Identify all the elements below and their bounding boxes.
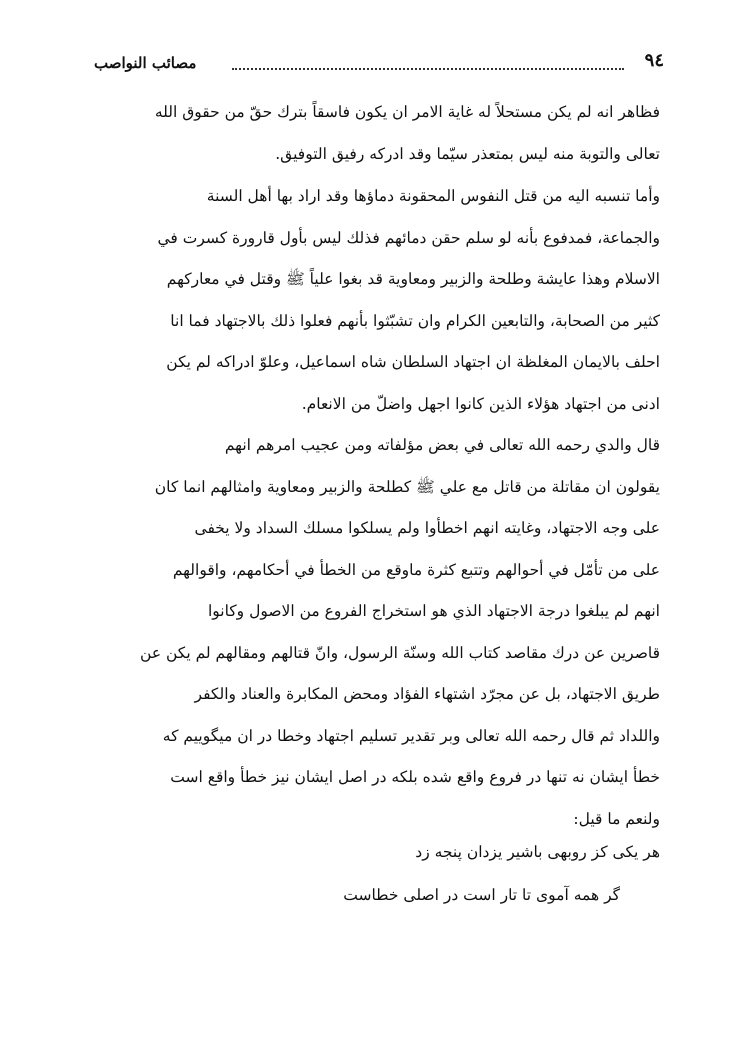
text-line: على من تأمّل في أحوالهم وتتبع كثرة ماوقع من الخطأ في أحكامهم، واقوالهم (172, 560, 660, 579)
text-line: انهم لم يبلغوا درجة الاجتهاد الذي هو استخراج الفروع من الاصول وكانوا (207, 602, 660, 620)
paragraph-2 (80, 176, 660, 425)
text-line: قاصرين عن درك مقاصد كتاب الله وسنّة الرسول، وانّ قتالهم ومقالهم لم يكن عن (140, 643, 660, 662)
verse-line-2: گر همه آموی تا تار است در اصلی خطاست (343, 886, 620, 904)
text-line: ادنى من اجتهاد هؤلاء الذين كانوا اجهل واضلّ من الانعام. (301, 394, 660, 413)
page-number: ٩٤ (644, 50, 664, 71)
text-line: الاسلام وهذا عايشة وطلحة والزبير ومعاوية قد بغوا علياً ﷺ وقتل في معاركهم (166, 270, 660, 288)
text-line: والجماعة، فمدفوع بأنه لو سلم حقن دمائهم فذلك ليس بأول قارورة كسرت في (157, 228, 660, 247)
text-line: طريق الاجتهاد، بل عن مجرّد اشتهاء الفؤاد ومحض المكابرة والعناد والكفر (194, 685, 660, 703)
text-line: تعالى والتوبة منه ليس بمتعذر سيّما وقد ادركه رفيق التوفيق. (275, 144, 660, 163)
text-line: احلف بالايمان المغلظة ان اجتهاد السلطان شاه اسماعيل، وعلوّ ادراكه لم يكن (166, 353, 660, 371)
page-header (82, 50, 664, 80)
verse-line-1: هر یکی کز روبهی باشیر یزدان پنجه زد (415, 843, 660, 861)
text-line: واللداد ثم قال رحمه الله تعالى وبر تقدير تسليم اجتهاد وخطا در ان ميگوييم كه (162, 726, 660, 745)
header-dotted-leader (232, 68, 624, 70)
text-line: كثير من الصحابة، والتابعين الكرام وان تشبّثوا بأنهم فعلوا ذلك بالاجتهاد فما انا (170, 311, 660, 330)
text-line: خطأ ايشان نه تنها در فروع واقع شده بلكه در اصل ايشان نيز خطأ واقع است (170, 768, 660, 786)
running-title: مصائب النواصب (94, 54, 197, 72)
paragraph-1 (80, 92, 660, 175)
text-line: يقولون ان مقاتلة من قاتل مع علي ﷺ كطلحة والزبير ومعاوية وامثالهم انما كان (154, 477, 660, 496)
paragraph-3 (80, 425, 660, 840)
text-line: قال والدي رحمه الله تعالى في بعض مؤلفاته ومن عجيب امرهم انهم (224, 436, 660, 454)
text-line: ولنعم ما قيل: (573, 809, 660, 828)
text-line: وأما تنسبه اليه من قتل النفوس المحقونة دماؤها وقد اراد بها أهل السنة (206, 187, 660, 205)
text-line: على وجه الاجتهاد، وغايته انهم اخطأوا ولم يسلكوا مسلك السداد ولا يخفى (194, 519, 660, 537)
text-line: فظاهر انه لم يكن مستحلاً له غاية الامر ان يكون فاسقاً بترك حقّ من حقوق الله (154, 103, 660, 121)
